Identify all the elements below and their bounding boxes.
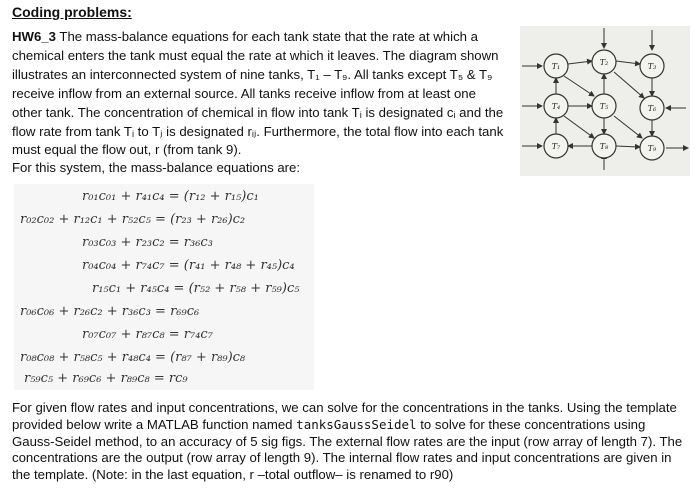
- instructions: [12, 400, 690, 484]
- flow-arrow-5-9: [614, 116, 642, 138]
- equation-8: r₀₈c₀₈ + r₅₈c₅ + r₄₈c₄ = (r₈₇ + r₈₉)c₈: [20, 350, 246, 365]
- problem-statement: [12, 28, 504, 160]
- instructions-text-2: to solve for these concentrations using Gauss-Seidel method, to an accuracy of 5 sig figs. The external flow rates are the input (row array of length 7). The concentrations are the output (row array of length 9). The internal flow rates and input concentrations are given in the template. (Note: in the last equation, r –total outflow– is renamed to r90): [12, 416, 683, 483]
- equation-3: r₀₃c₀₃ + r₂₃c₂ = r₃₆c₃: [82, 235, 213, 250]
- flow-arrow-1-2: [568, 61, 592, 64]
- mass-balance-equations: [14, 184, 314, 390]
- equation-9: r₅₉c₅ + r₆₉c₆ + r₈₉c₈ = rc₉: [24, 371, 188, 386]
- flow-arrow-8-9: [616, 146, 640, 147]
- tank-label-t6: T₆: [647, 104, 657, 113]
- instructions-text-1: For given flow rates and input concentrations, we can solve for the concentrations in the tanks. Using the template provided below write a MATLAB function named: [12, 400, 677, 432]
- tank-label-t7: T₇: [551, 142, 561, 151]
- tank-label-t3: T₃: [647, 62, 657, 71]
- tank-label-t4: T₄: [551, 102, 561, 111]
- equation-4: r₀₄c₀₄ + r₇₄c₇ = (r₄₁ + r₄₈ + r₄₅)c₄: [82, 258, 295, 273]
- equation-5: r₁₅c₁ + r₄₅c₄ = (r₅₂ + r₅₈ + r₅₉)c₅: [92, 281, 300, 296]
- tank-label-t5: T₅: [599, 102, 609, 111]
- equations-intro: For this system, the mass-balance equations are:: [12, 160, 301, 175]
- problem-id: HW6_3: [12, 29, 56, 44]
- section-heading: Coding problems:: [12, 4, 132, 20]
- equation-1: r₀₁c₀₁ + r₄₁c₄ = (r₁₂ + r₁₅)c₁: [82, 189, 259, 204]
- equation-7: r₀₇c₀₇ + r₈₇c₈ = r₇₄c₇: [82, 327, 213, 342]
- tank-label-t9: T₉: [647, 144, 657, 153]
- tank-label-t8: T₈: [599, 142, 609, 151]
- problem-text: The mass-balance equations for each tank state that the rate at which a chemical enters the tank must equal the rate at which it leaves. The diagram shown illustrates an interconnected system of nine tanks, T₁ – T₉. All tanks except T₅ & T₉ receive inflow from an external source. All tanks receive inflow from at least one other tank. The concentration of chemical in flow into tank Tᵢ is designated cᵢ and the flow rate from tank Tᵢ to Tⱼ is designated rᵢⱼ. Furthermore, the total flow into each tank must equal the flow out, r (from tank 9).: [12, 29, 504, 158]
- flow-arrow-2-3: [616, 61, 640, 64]
- tank-label-t2: T₂: [599, 58, 609, 67]
- tank-label-t1: T₁: [551, 62, 561, 71]
- flow-arrow-4-8: [564, 116, 594, 138]
- flow-arrow-2-6: [614, 72, 644, 98]
- tank-network-diagram: [520, 26, 690, 176]
- flow-arrow-1-5: [564, 76, 594, 96]
- equation-2: r₀₂c₀₂ + r₁₂c₁ + r₅₂c₅ = (r₂₃ + r₂₆)c₂: [20, 212, 246, 227]
- equation-6: r₀₆c₀₆ + r₂₆c₂ + r₃₆c₃ = r₆₉c₆: [20, 304, 200, 319]
- function-name: tanksGaussSeidel: [296, 416, 417, 432]
